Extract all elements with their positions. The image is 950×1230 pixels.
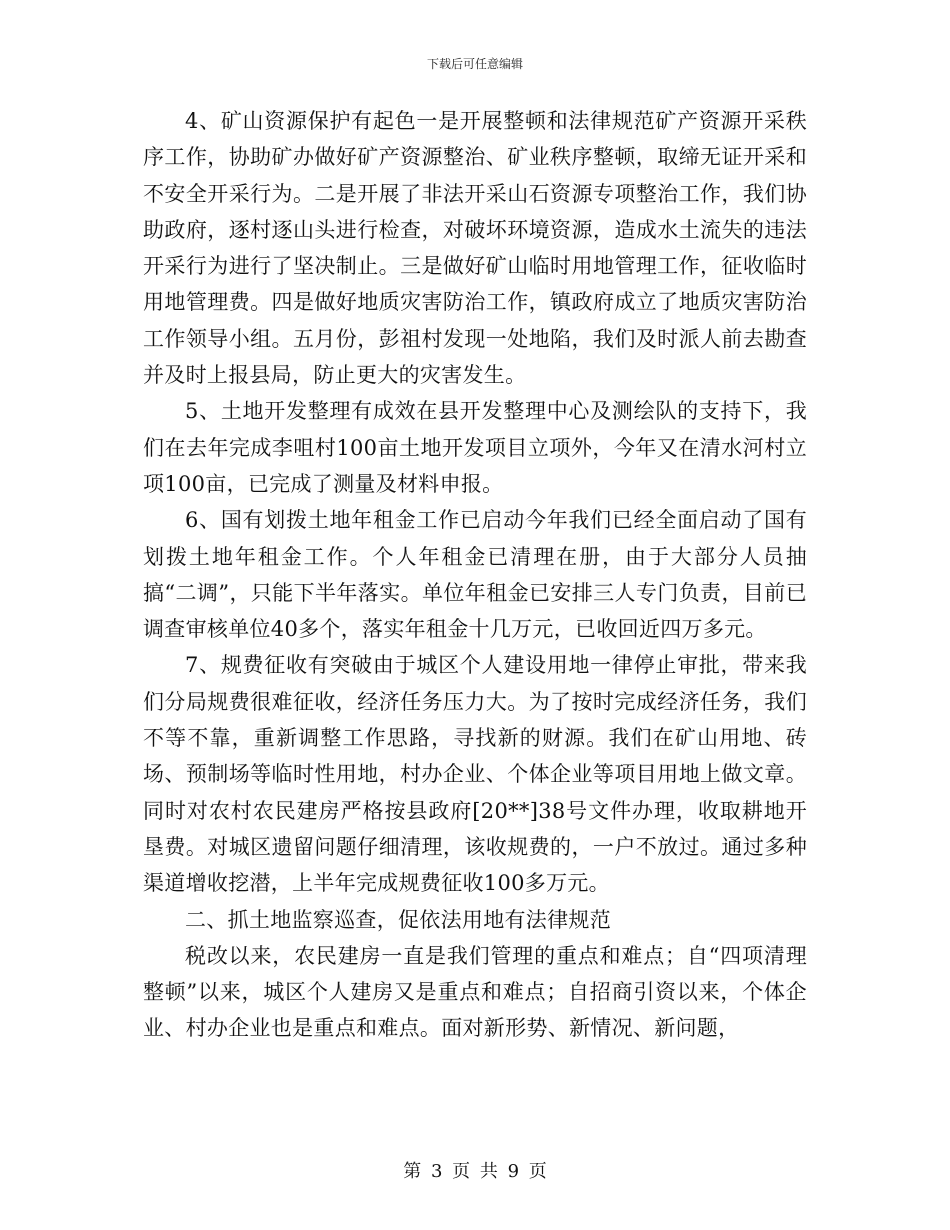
paragraph-housing-management: 税改以来，农民建房一直是我们管理的重点和难点；自“四项清理整顿”以来，城区个人建房又是重点和难点；自招商引资以来，个体企业、村办企业也是重点和难点。面对新形势、新情况、新问题， (143, 943, 807, 1041)
paragraph-land-development: 5、土地开发整理有成效在县开发整理中心及测绘队的支持下，我们在去年完成李咀村100亩土地开发项目立项外，今年又在清水河村立项100亩，已完成了测量及材料申报。 (143, 399, 807, 496)
page-header: 下载后可任意编辑 (426, 57, 523, 71)
paragraph-fee-collection: 7、规费征收有突破由于城区个人建设用地一律停止审批，带来我们分局规费很难征收，经济任务压力大。为了按时完成经济任务，我们不等不靠，重新调整工作思路，寻找新的财源。我们在矿山用地、砖场、预制场等临时性用地，村办企业、个体企业等项目用地上做文章。同时对农村农民建房严格按县政府[20**]38号文件办理，收取耕地开垦费。对城区遗留问题仔细清理，该收规费的，一户不放过。通过多种渠道增收挖潜，上半年完成规费征收100多万元。 (143, 653, 807, 896)
section-heading-land-supervision: 二、抓土地监察巡查，促依法用地有法律规范 (185, 907, 611, 932)
paragraph-mining-protection: 4、矿山资源保护有起色一是开展整顿和法律规范矿产资源开采秩序工作，协助矿办做好矿产资源整治、矿业秩序整顿，取缔无证开采和不安全开采行为。二是开展了非法开采山石资源专项整治工作，我们协助政府，逐村逐山头进行检查，对破坏环境资源，造成水土流失的违法开采行为进行了坚决制止。三是做好矿山临时用地管理工作，征收临时用地管理费。四是做好地质灾害防治工作，镇政府成立了地质灾害防治工作领导小组。五月份，彭祖村发现一处地陷，我们及时派人前去勘查并及时上报县局，防止更大的灾害发生。 (143, 109, 807, 388)
document-body (143, 103, 807, 1047)
page-number-footer: 第 3 页 共 9 页 (403, 1161, 547, 1182)
paragraph-annual-rent: 6、国有划拨土地年租金工作已启动今年我们已经全面启动了国有划拨土地年租金工作。个人年租金已清理在册，由于大部分人员抽搞“二调”，只能下半年落实。单位年租金已安排三人专门负责，目前已调查审核单位40多个，落实年租金十几万元，已收回近四万多元。 (143, 508, 807, 642)
